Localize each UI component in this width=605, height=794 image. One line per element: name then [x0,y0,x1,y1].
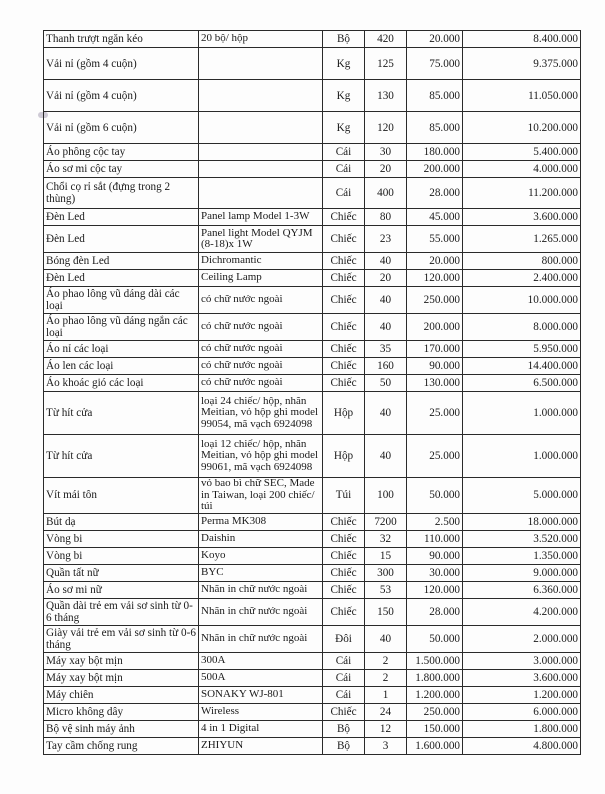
item-name-cell: Đèn Led [44,226,199,253]
unit-cell: Chiếc [323,253,365,270]
unit-price-cell: 1.200.000 [407,686,463,703]
item-name-cell: Vải nỉ (gồm 4 cuộn) [44,80,199,112]
table-row [44,31,581,48]
item-description-cell: loại 24 chiếc/ hộp, nhãn Meitian, vỏ hộp ghi model 99054, mã vạch 6924098 [199,392,323,435]
line-total-cell: 2.400.000 [463,270,581,287]
quantity-cell: 3 [365,737,407,754]
quantity-cell: 20 [365,270,407,287]
quantity-cell: 400 [365,178,407,209]
unit-cell: Cái [323,161,365,178]
unit-price-cell: 250.000 [407,703,463,720]
line-total-cell: 1.000.000 [463,435,581,478]
quantity-cell: 7200 [365,513,407,530]
line-total-cell: 3.600.000 [463,209,581,226]
quantity-cell: 40 [365,314,407,341]
item-description-cell: 20 bộ/ hộp [199,31,323,48]
table-row [44,226,581,253]
quantity-cell: 40 [365,287,407,314]
quantity-cell: 120 [365,112,407,144]
unit-price-cell: 1.500.000 [407,652,463,669]
item-description-cell: ZHIYUN [199,737,323,754]
item-description-cell: Perma MK308 [199,513,323,530]
table-row [44,547,581,564]
unit-cell: Túi [323,478,365,514]
item-description-cell: vỏ bao bì chữ SEC, Made in Taiwan, loại 200 chiếc/ túi [199,478,323,514]
quantity-cell: 15 [365,547,407,564]
quantity-cell: 40 [365,435,407,478]
line-total-cell: 3.600.000 [463,669,581,686]
goods-table [43,30,581,755]
line-total-cell: 6.500.000 [463,375,581,392]
unit-price-cell: 55.000 [407,226,463,253]
line-total-cell: 5.950.000 [463,341,581,358]
unit-price-cell: 110.000 [407,530,463,547]
unit-cell: Cái [323,652,365,669]
item-name-cell: Áo len các loại [44,358,199,375]
item-name-cell: Máy xay bột mịn [44,669,199,686]
unit-price-cell: 1.600.000 [407,737,463,754]
unit-cell: Chiếc [323,209,365,226]
table-row [44,737,581,754]
table-row [44,178,581,209]
table-row [44,287,581,314]
table-row [44,686,581,703]
unit-price-cell: 90.000 [407,547,463,564]
item-name-cell: Áo khoác gió các loại [44,375,199,392]
table-row [44,478,581,514]
unit-price-cell: 20.000 [407,253,463,270]
unit-cell: Cái [323,669,365,686]
item-description-cell: Nhãn in chữ nước ngoài [199,625,323,652]
unit-cell: Đôi [323,625,365,652]
line-total-cell: 3.520.000 [463,530,581,547]
unit-price-cell: 150.000 [407,720,463,737]
line-total-cell: 5.400.000 [463,144,581,161]
item-description-cell: Nhãn in chữ nước ngoài [199,581,323,598]
item-name-cell: Chổi cọ rỉ sắt (đựng trong 2 thùng) [44,178,199,209]
line-total-cell: 1.200.000 [463,686,581,703]
item-name-cell: Áo phao lông vũ dáng ngắn các loại [44,314,199,341]
quantity-cell: 40 [365,625,407,652]
unit-price-cell: 28.000 [407,598,463,625]
table-row [44,720,581,737]
quantity-cell: 2 [365,652,407,669]
item-description-cell: có chữ nước ngoài [199,341,323,358]
unit-price-cell: 90.000 [407,358,463,375]
item-name-cell: Bộ vệ sinh máy ảnh [44,720,199,737]
item-name-cell: Máy xay bột mịn [44,652,199,669]
quantity-cell: 150 [365,598,407,625]
unit-cell: Chiếc [323,341,365,358]
table-row [44,48,581,80]
table-row [44,314,581,341]
unit-price-cell: 120.000 [407,581,463,598]
unit-cell: Chiếc [323,375,365,392]
unit-price-cell: 75.000 [407,48,463,80]
unit-cell: Kg [323,80,365,112]
table-row [44,703,581,720]
unit-cell: Kg [323,112,365,144]
quantity-cell: 20 [365,161,407,178]
line-total-cell: 1.265.000 [463,226,581,253]
table-row [44,530,581,547]
line-total-cell: 10.000.000 [463,287,581,314]
table-row [44,209,581,226]
quantity-cell: 300 [365,564,407,581]
line-total-cell: 4.200.000 [463,598,581,625]
quantity-cell: 420 [365,31,407,48]
unit-price-cell: 120.000 [407,270,463,287]
item-description-cell: Dichromantic [199,253,323,270]
table-row [44,625,581,652]
unit-cell: Chiếc [323,703,365,720]
unit-cell: Bộ [323,720,365,737]
item-description-cell: 4 in 1 Digital [199,720,323,737]
quantity-cell: 80 [365,209,407,226]
line-total-cell: 1.800.000 [463,720,581,737]
item-description-cell: Koyo [199,547,323,564]
unit-cell: Chiếc [323,287,365,314]
item-description-cell [199,161,323,178]
unit-price-cell: 170.000 [407,341,463,358]
item-name-cell: Bóng đèn Led [44,253,199,270]
line-total-cell: 18.000.000 [463,513,581,530]
item-name-cell: Đèn Led [44,270,199,287]
item-description-cell: có chữ nước ngoài [199,314,323,341]
unit-cell: Chiếc [323,513,365,530]
table-row [44,253,581,270]
line-total-cell: 1.350.000 [463,547,581,564]
item-description-cell: Panel light Model QYJM (8-18)x 1W [199,226,323,253]
item-description-cell: Daishin [199,530,323,547]
line-total-cell: 10.200.000 [463,112,581,144]
item-description-cell: loại 12 chiếc/ hộp, nhãn Meitian, vỏ hộp ghi model 99061, mã vạch 6924098 [199,435,323,478]
item-description-cell [199,112,323,144]
quantity-cell: 12 [365,720,407,737]
line-total-cell: 8.400.000 [463,31,581,48]
item-description-cell: Wireless [199,703,323,720]
quantity-cell: 130 [365,80,407,112]
line-total-cell: 11.200.000 [463,178,581,209]
item-name-cell: Vải nỉ (gồm 4 cuộn) [44,48,199,80]
quantity-cell: 32 [365,530,407,547]
quantity-cell: 23 [365,226,407,253]
unit-cell: Chiếc [323,226,365,253]
item-name-cell: Áo sơ mi nữ [44,581,199,598]
line-total-cell: 800.000 [463,253,581,270]
unit-price-cell: 28.000 [407,178,463,209]
table-row [44,652,581,669]
table-row [44,564,581,581]
unit-price-cell: 180.000 [407,144,463,161]
quantity-cell: 160 [365,358,407,375]
item-description-cell: Ceiling Lamp [199,270,323,287]
item-description-cell: có chữ nước ngoài [199,287,323,314]
item-name-cell: Vít mái tôn [44,478,199,514]
table-row [44,375,581,392]
item-name-cell: Áo phông cộc tay [44,144,199,161]
quantity-cell: 50 [365,375,407,392]
quantity-cell: 100 [365,478,407,514]
item-name-cell: Đèn Led [44,209,199,226]
unit-price-cell: 130.000 [407,375,463,392]
unit-cell: Chiếc [323,598,365,625]
quantity-cell: 53 [365,581,407,598]
item-name-cell: Quần tất nữ [44,564,199,581]
line-total-cell: 6.000.000 [463,703,581,720]
item-description-cell [199,48,323,80]
unit-cell: Bộ [323,737,365,754]
line-total-cell: 4.000.000 [463,161,581,178]
line-total-cell: 6.360.000 [463,581,581,598]
item-name-cell: Máy chiên [44,686,199,703]
quantity-cell: 30 [365,144,407,161]
item-name-cell: Vòng bi [44,530,199,547]
unit-price-cell: 85.000 [407,80,463,112]
unit-price-cell: 250.000 [407,287,463,314]
line-total-cell: 9.000.000 [463,564,581,581]
table-row [44,435,581,478]
unit-price-cell: 50.000 [407,478,463,514]
unit-cell: Kg [323,48,365,80]
table-row [44,112,581,144]
unit-cell: Hộp [323,392,365,435]
line-total-cell: 2.000.000 [463,625,581,652]
unit-price-cell: 25.000 [407,392,463,435]
item-name-cell: Áo phao lông vũ dáng dài các loại [44,287,199,314]
table-row [44,513,581,530]
item-name-cell: Giày vải trẻ em vải sơ sinh từ 0-6 tháng [44,625,199,652]
item-name-cell: Quần dài trẻ em vải sơ sinh từ 0-6 tháng [44,598,199,625]
item-description-cell: 300A [199,652,323,669]
quantity-cell: 2 [365,669,407,686]
line-total-cell: 11.050.000 [463,80,581,112]
unit-price-cell: 25.000 [407,435,463,478]
unit-cell: Cái [323,178,365,209]
item-name-cell: Thanh trượt ngăn kéo [44,31,199,48]
quantity-cell: 24 [365,703,407,720]
quantity-cell: 40 [365,253,407,270]
table-row [44,392,581,435]
table-row [44,80,581,112]
unit-cell: Chiếc [323,581,365,598]
item-name-cell: Từ hít cửa [44,435,199,478]
item-name-cell: Áo nỉ các loại [44,341,199,358]
item-description-cell [199,178,323,209]
item-description-cell: 500A [199,669,323,686]
table-row [44,341,581,358]
quantity-cell: 125 [365,48,407,80]
unit-cell: Chiếc [323,270,365,287]
line-total-cell: 14.400.000 [463,358,581,375]
item-description-cell: SONAKY WJ-801 [199,686,323,703]
unit-cell: Chiếc [323,314,365,341]
quantity-cell: 40 [365,392,407,435]
line-total-cell: 3.000.000 [463,652,581,669]
unit-cell: Hộp [323,435,365,478]
item-name-cell: Micro không dây [44,703,199,720]
line-total-cell: 9.375.000 [463,48,581,80]
table-row [44,598,581,625]
unit-price-cell: 2.500 [407,513,463,530]
table-row [44,358,581,375]
item-description-cell: có chữ nước ngoài [199,375,323,392]
item-description-cell: BYC [199,564,323,581]
unit-price-cell: 1.800.000 [407,669,463,686]
unit-cell: Chiếc [323,358,365,375]
unit-price-cell: 200.000 [407,314,463,341]
unit-price-cell: 30.000 [407,564,463,581]
item-description-cell [199,144,323,161]
quantity-cell: 1 [365,686,407,703]
table-row [44,161,581,178]
unit-cell: Bộ [323,31,365,48]
item-description-cell [199,80,323,112]
line-total-cell: 4.800.000 [463,737,581,754]
table-row [44,270,581,287]
line-total-cell: 5.000.000 [463,478,581,514]
item-name-cell: Áo sơ mi cộc tay [44,161,199,178]
unit-cell: Cái [323,686,365,703]
unit-price-cell: 85.000 [407,112,463,144]
unit-cell: Chiếc [323,547,365,564]
item-description-cell: có chữ nước ngoài [199,358,323,375]
item-name-cell: Bút dạ [44,513,199,530]
unit-price-cell: 45.000 [407,209,463,226]
quantity-cell: 35 [365,341,407,358]
table-row [44,669,581,686]
item-name-cell: Tay cầm chống rung [44,737,199,754]
goods-table-body [44,31,581,755]
table-row [44,581,581,598]
item-name-cell: Vòng bi [44,547,199,564]
item-description-cell: Nhãn in chữ nước ngoài [199,598,323,625]
table-row [44,144,581,161]
unit-cell: Chiếc [323,530,365,547]
unit-cell: Cái [323,144,365,161]
line-total-cell: 1.000.000 [463,392,581,435]
unit-price-cell: 50.000 [407,625,463,652]
unit-price-cell: 20.000 [407,31,463,48]
item-description-cell: Panel lamp Model 1-3W [199,209,323,226]
item-name-cell: Vải nỉ (gồm 6 cuộn) [44,112,199,144]
unit-price-cell: 200.000 [407,161,463,178]
item-name-cell: Từ hít cửa [44,392,199,435]
line-total-cell: 8.000.000 [463,314,581,341]
unit-cell: Chiếc [323,564,365,581]
